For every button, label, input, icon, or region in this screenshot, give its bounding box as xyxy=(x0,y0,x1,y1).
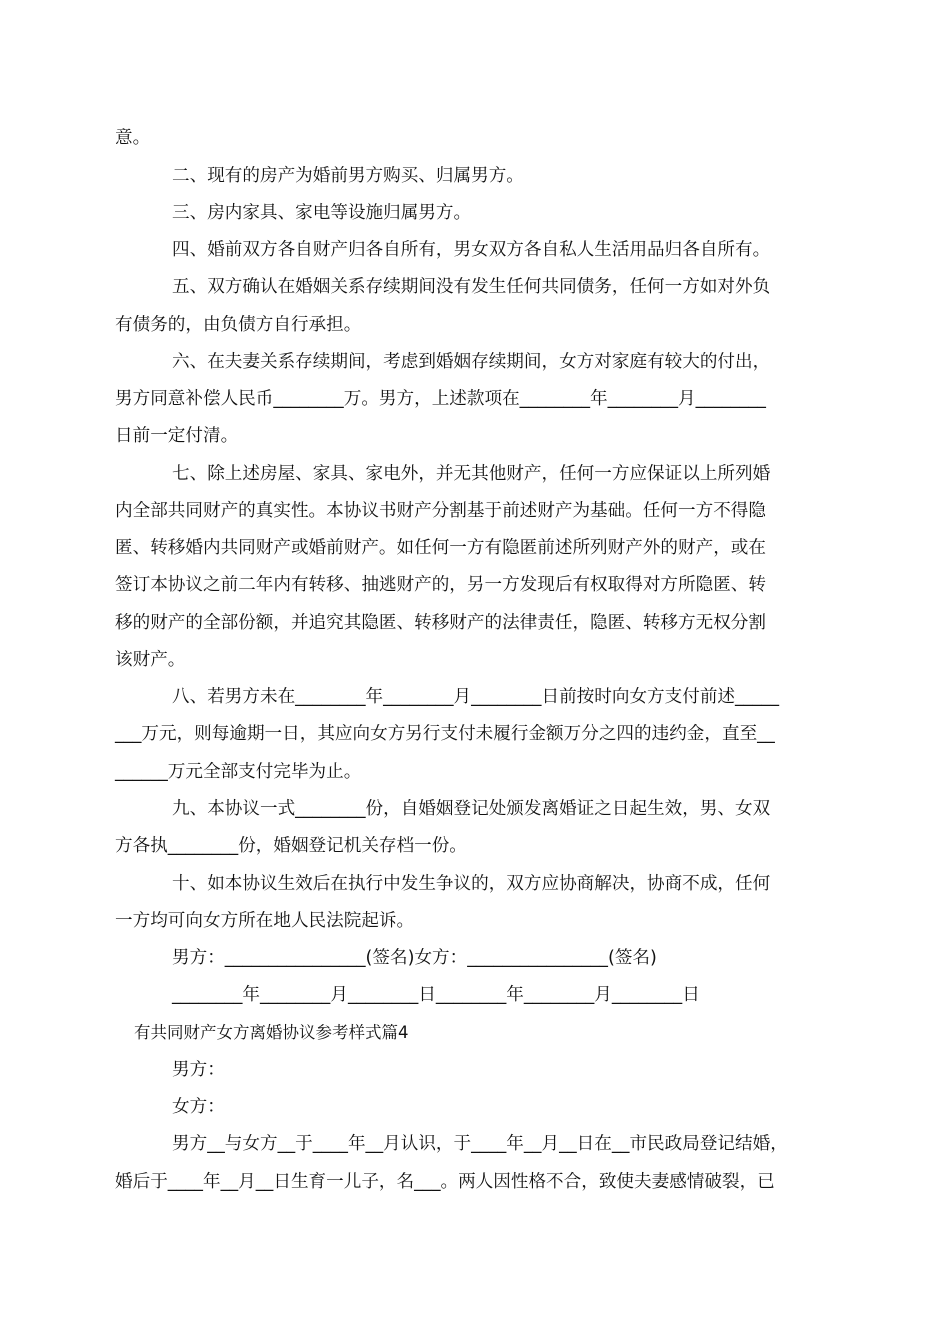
female-party-label: 女方： xyxy=(172,1097,225,1117)
clause-8-line-1: 八、若男方未在________年________月________日前按时向女方支付前述_____ xyxy=(172,687,779,707)
clause-4: 四、婚前双方各自财产归各自所有，男女双方各自私人生活用品归各自所有。 xyxy=(172,240,771,260)
clause-7-line-1: 七、除上述房屋、家具、家电外，并无其他财产，任何一方应保证以上所列婚 xyxy=(172,464,771,484)
clause-10-line-2: 一方均可向女方所在地人民法院起诉。 xyxy=(115,911,415,931)
clause-7-line-4: 签订本协议之前二年内有转移、抽逃财产的，另一方发现后有权取得对方所隐匿、转 xyxy=(115,575,766,595)
section-heading: 有共同财产女方离婚协议参考样式篇4 xyxy=(134,1023,409,1042)
clause-8-line-3: ______万元全部支付完毕为止。 xyxy=(115,762,362,782)
signature-line: 男方：________________(签名)女方：________________(签名) xyxy=(172,948,657,968)
paragraph-1-end: 意。 xyxy=(115,128,151,148)
clause-6-line-2: 男方同意补偿人民币________万。男方，上述款项在________年________月________ xyxy=(115,389,766,409)
male-party-label: 男方： xyxy=(172,1060,225,1080)
clause-7-line-5: 移的财产的全部份额，并追究其隐匿、转移财产的法律责任，隐匿、转移方无权分割 xyxy=(115,613,766,633)
clause-5-line-2: 有债务的，由负债方自行承担。 xyxy=(115,315,362,335)
clause-9-line-1: 九、本协议一式________份，自婚姻登记处颁发离婚证之日起生效，男、女双 xyxy=(172,799,771,819)
clause-3: 三、房内家具、家电等设施归属男方。 xyxy=(172,203,472,223)
clause-2: 二、现有的房产为婚前男方购买、归属男方。 xyxy=(172,166,524,186)
clause-6-line-3: 日前一定付清。 xyxy=(115,426,239,446)
clause-9-line-2: 方各执________份，婚姻登记机关存档一份。 xyxy=(115,836,467,856)
date-line: ________年________月________日________年________月________日 xyxy=(172,985,700,1005)
clause-10-line-1: 十、如本协议生效后在执行中发生争议的，双方应协商解决，协商不成，任何 xyxy=(172,874,771,894)
clause-8-line-2: ___万元，则每逾期一日，其应向女方另行支付未履行金额万分之四的违约金，直至__ xyxy=(115,724,775,744)
intro-line-1: 男方__与女方__于____年__月认识，于____年__月__日在__市民政局登记结婚， xyxy=(172,1134,788,1154)
clause-7-line-2: 内全部共同财产的真实性。本协议书财产分割基于前述财产为基础。任何一方不得隐 xyxy=(115,501,766,521)
clause-5-line-1: 五、双方确认在婚姻关系存续期间没有发生任何共同债务，任何一方如对外负 xyxy=(172,277,771,297)
intro-line-2: 婚后于____年__月__日生育一儿子，名___。两人因性格不合，致使夫妻感情破裂，已 xyxy=(115,1172,775,1192)
clause-7-line-3: 匿、转移婚内共同财产或婚前财产。如任何一方有隐匿前述所列财产外的财产，或在 xyxy=(115,538,766,558)
clause-6-line-1: 六、在夫妻关系存续期间，考虑到婚姻存续期间，女方对家庭有较大的付出， xyxy=(172,352,771,372)
clause-7-line-6: 该财产。 xyxy=(115,650,186,670)
